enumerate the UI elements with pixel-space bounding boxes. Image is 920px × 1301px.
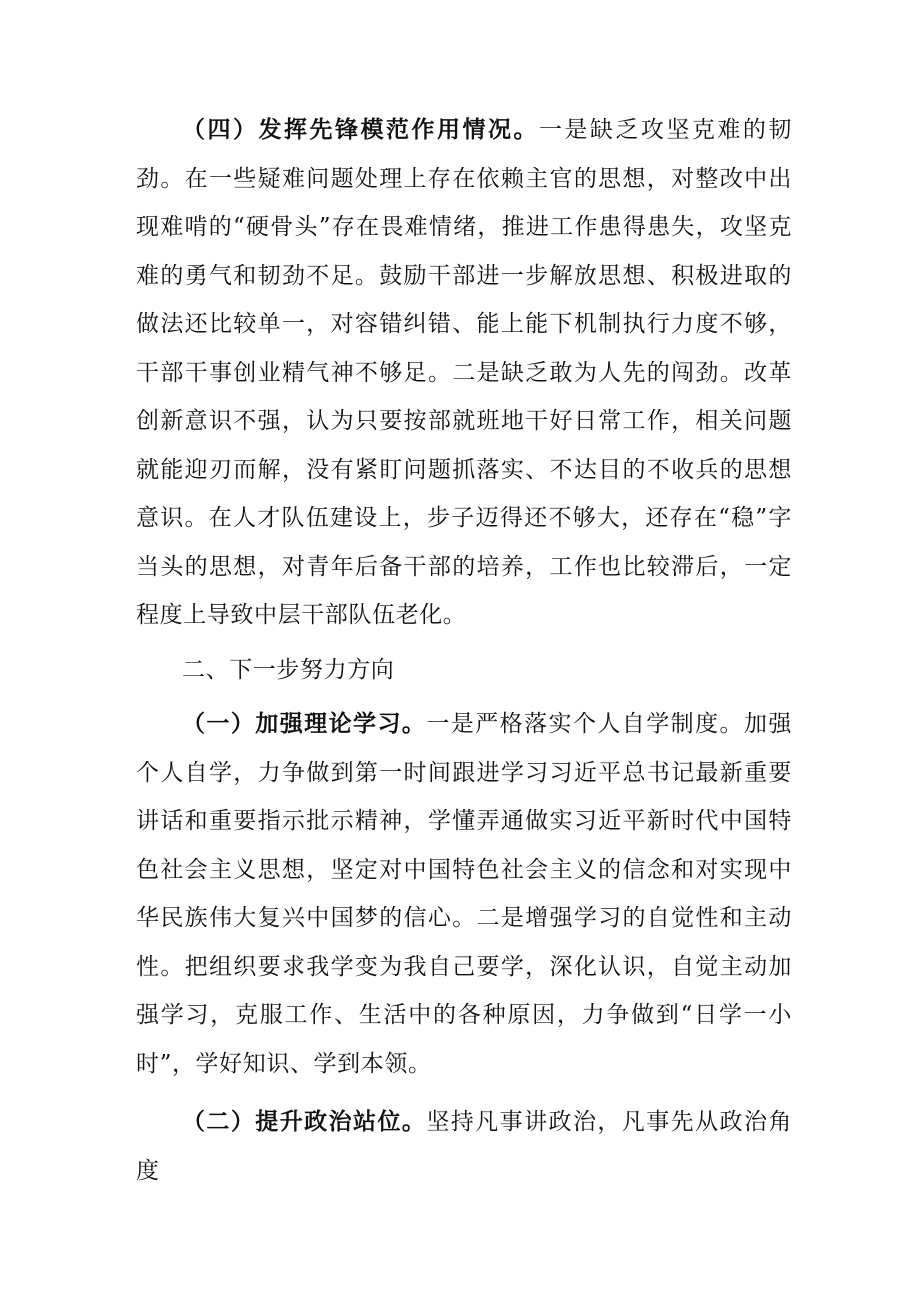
- paragraph-lead: （二）提升政治站位。: [182, 1109, 427, 1135]
- paragraph-lead: （一）加强理论学习。: [182, 711, 427, 737]
- paragraph-theory-study: [136, 700, 792, 1088]
- paragraph-body: 一是严格落实个人自学制度。加强个人自学，力争做到第一时间跟进学习习近平总书记最新重要讲话和重要指示批示精神，学懂弄通做实习近平新时代中国特色社会主义思想，坚定对中国特色社会主义的信念和对实现中华民族伟大复兴中国梦的信心。二是增强学习的自觉性和主动性。把组织要求我学变为我自己要学，深化认识，自觉主动加强学习，克服工作、生活中的各种原因，力争做到“日学一小时”，学好知识、学到本领。: [136, 711, 793, 1077]
- paragraph-body: 坚持凡事讲政治，凡事先从政治角度: [136, 1109, 793, 1184]
- section-heading-next-steps: 二、下一步努力方向: [182, 657, 395, 683]
- paragraph-body: 一是缺乏攻坚克难的韧劲。在一些疑难问题处理上存在依赖主官的思想，对整改中出现难啃的“硬骨头”存在畏难情绪，推进工作患得患失，攻坚克难的勇气和韧劲不足。鼓励干部进一步解放思想、积极进取的做法还比较单一，对容错纠错、能上能下机制执行力度不够，干部干事创业精气神不够足。二是缺乏敢为人先的闯劲。改革创新意识不强，认为只要按部就班地干好日常工作，相关问题就能迎刃而解，没有紧盯问题抓落实、不达目的不收兵的思想意识。在人才队伍建设上，步子迈得还不够大，还存在“稳”字当头的思想，对青年后备干部的培养，工作也比较滞后，一定程度上导致中层干部队伍老化。: [136, 117, 792, 628]
- paragraph-pioneer-role: [136, 106, 792, 640]
- paragraph-political-stance: [136, 1098, 792, 1195]
- paragraph-lead: （四）发挥先锋模范作用情况。: [182, 117, 539, 143]
